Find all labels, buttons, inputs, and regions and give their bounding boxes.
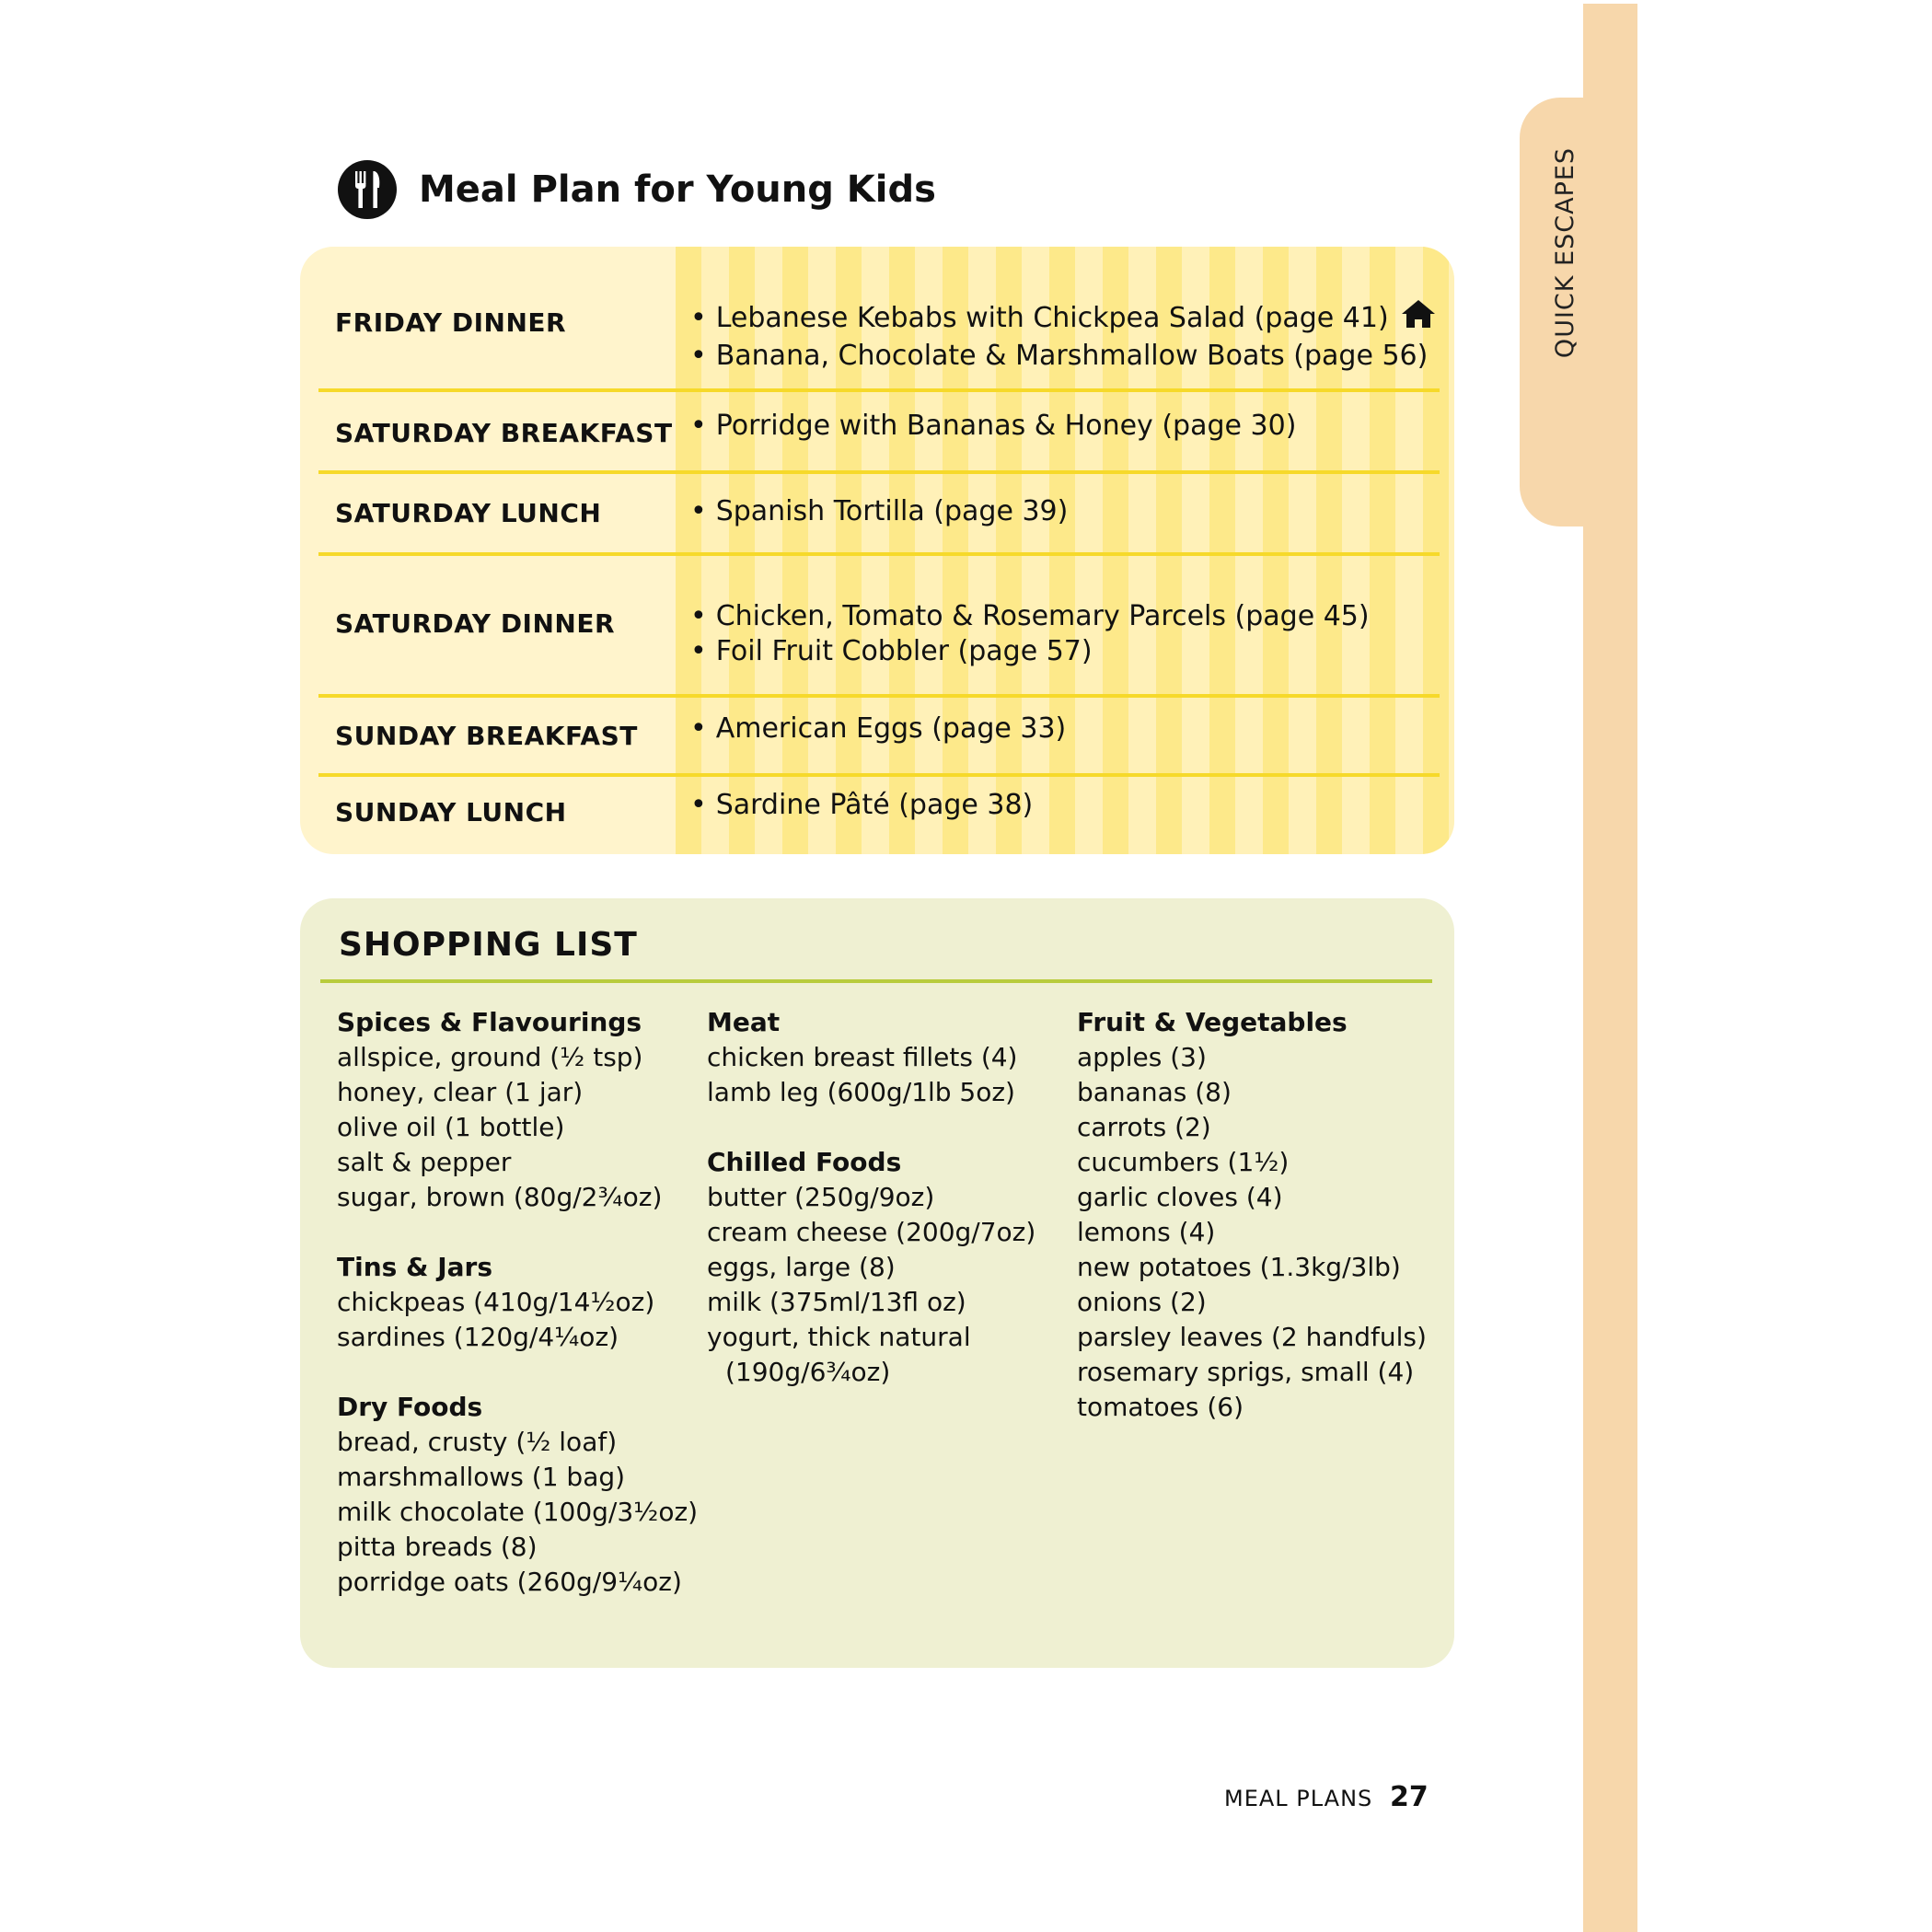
meal-label: SATURDAY LUNCH [335,498,602,528]
meal-item: • Banana, Chocolate & Marshmallow Boats (page 56) [690,340,1429,372]
house-icon [1400,298,1437,339]
meal-item: • Lebanese Kebabs with Chickpea Salad (page 41) [690,298,1437,339]
list-item: parsley leaves (2 handfuls) [1077,1322,1427,1352]
list-item: bread, crusty (½ loaf) [337,1427,618,1457]
shopping-category [337,1005,698,1215]
shopping-category [337,1390,698,1600]
list-item: chicken breast fillets (4) [707,1042,1018,1072]
shopping-category [707,1005,1035,1110]
list-item: olive oil (1 bottle) [337,1112,565,1142]
category-heading: Chilled Foods [707,1147,902,1177]
list-item: new potatoes (1.3kg/3lb) [1077,1252,1401,1282]
shopping-column-3 [1077,1005,1427,1460]
category-heading: Tins & Jars [337,1252,492,1282]
row-divider [318,552,1440,556]
side-tab-label: QUICK ESCAPES [1551,146,1580,358]
meal-label: SATURDAY DINNER [335,608,616,639]
list-item: honey, clear (1 jar) [337,1077,584,1107]
list-item: allspice, ground (½ tsp) [337,1042,643,1072]
category-heading: Fruit & Vegetables [1077,1007,1348,1037]
row-divider [318,470,1440,474]
meal-item: • Chicken, Tomato & Rosemary Parcels (page 45) [690,600,1370,632]
meal-item: • American Eggs (page 33) [690,712,1067,745]
page-title: Meal Plan for Young Kids [419,168,936,211]
list-item: eggs, large (8) [707,1252,896,1282]
list-item: porridge oats (260g/9¼oz) [337,1567,682,1597]
meal-item: • Foil Fruit Cobbler (page 57) [690,635,1093,667]
cutlery-icon [338,160,397,219]
category-heading: Spices & Flavourings [337,1007,642,1037]
meal-items [690,494,1068,529]
list-item: marshmallows (1 bag) [337,1462,626,1492]
list-item: butter (250g/9oz) [707,1182,935,1212]
list-item: lemons (4) [1077,1217,1216,1247]
title-row [338,160,936,219]
category-heading: Dry Foods [337,1392,483,1422]
list-item: milk chocolate (100g/3½oz) [337,1497,699,1527]
meal-label: FRIDAY DINNER [335,307,567,338]
list-item: (190g/6¾oz) [725,1357,891,1387]
meal-items [690,711,1066,746]
meal-label: SUNDAY BREAKFAST [335,721,638,751]
list-item: milk (375ml/13fl oz) [707,1287,966,1317]
meal-items [690,788,1033,823]
row-divider [318,388,1440,392]
category-heading: Meat [707,1007,781,1037]
list-item: carrots (2) [1077,1112,1211,1142]
shopping-category [1077,1005,1427,1425]
meal-item: • Spanish Tortilla (page 39) [690,495,1069,527]
meal-items [690,298,1437,374]
list-item: salt & pepper [337,1147,512,1177]
meal-plan-table [300,247,1454,854]
shopping-category [337,1250,698,1355]
footer-section-label: MEAL PLANS [1224,1786,1373,1811]
list-item: onions (2) [1077,1287,1207,1317]
list-item: bananas (8) [1077,1077,1232,1107]
row-divider [318,773,1440,777]
list-item: pitta breads (8) [337,1532,538,1562]
shopping-column-1 [337,1005,698,1635]
list-item: cream cheese (200g/7oz) [707,1217,1036,1247]
shopping-column-2 [707,1005,1035,1425]
list-item: apples (3) [1077,1042,1207,1072]
side-tab-label-wrap [1520,98,1612,526]
meal-item: • Porridge with Bananas & Honey (page 30) [690,410,1297,442]
list-item: garlic cloves (4) [1077,1182,1283,1212]
meal-label: SUNDAY LUNCH [335,797,567,827]
list-item: yogurt, thick natural [707,1322,971,1352]
shopping-category [707,1145,1035,1390]
shopping-list [300,898,1454,1668]
list-item: chickpeas (410g/14½oz) [337,1287,655,1317]
meal-items [690,599,1370,669]
meal-item: • Sardine Pâté (page 38) [690,789,1034,821]
shopping-list-title: SHOPPING LIST [339,926,638,964]
shopping-list-rule [320,979,1432,983]
meal-label: SATURDAY BREAKFAST [335,418,673,448]
meal-items [690,409,1296,444]
list-item: tomatoes (6) [1077,1392,1244,1422]
list-item: lamb leg (600g/1lb 5oz) [707,1077,1015,1107]
list-item: sardines (120g/4¼oz) [337,1322,619,1352]
list-item: sugar, brown (80g/2¾oz) [337,1182,663,1212]
list-item: cucumbers (1½) [1077,1147,1290,1177]
list-item: rosemary sprigs, small (4) [1077,1357,1415,1387]
row-divider [318,694,1440,698]
page-number: 27 [1390,1781,1429,1813]
